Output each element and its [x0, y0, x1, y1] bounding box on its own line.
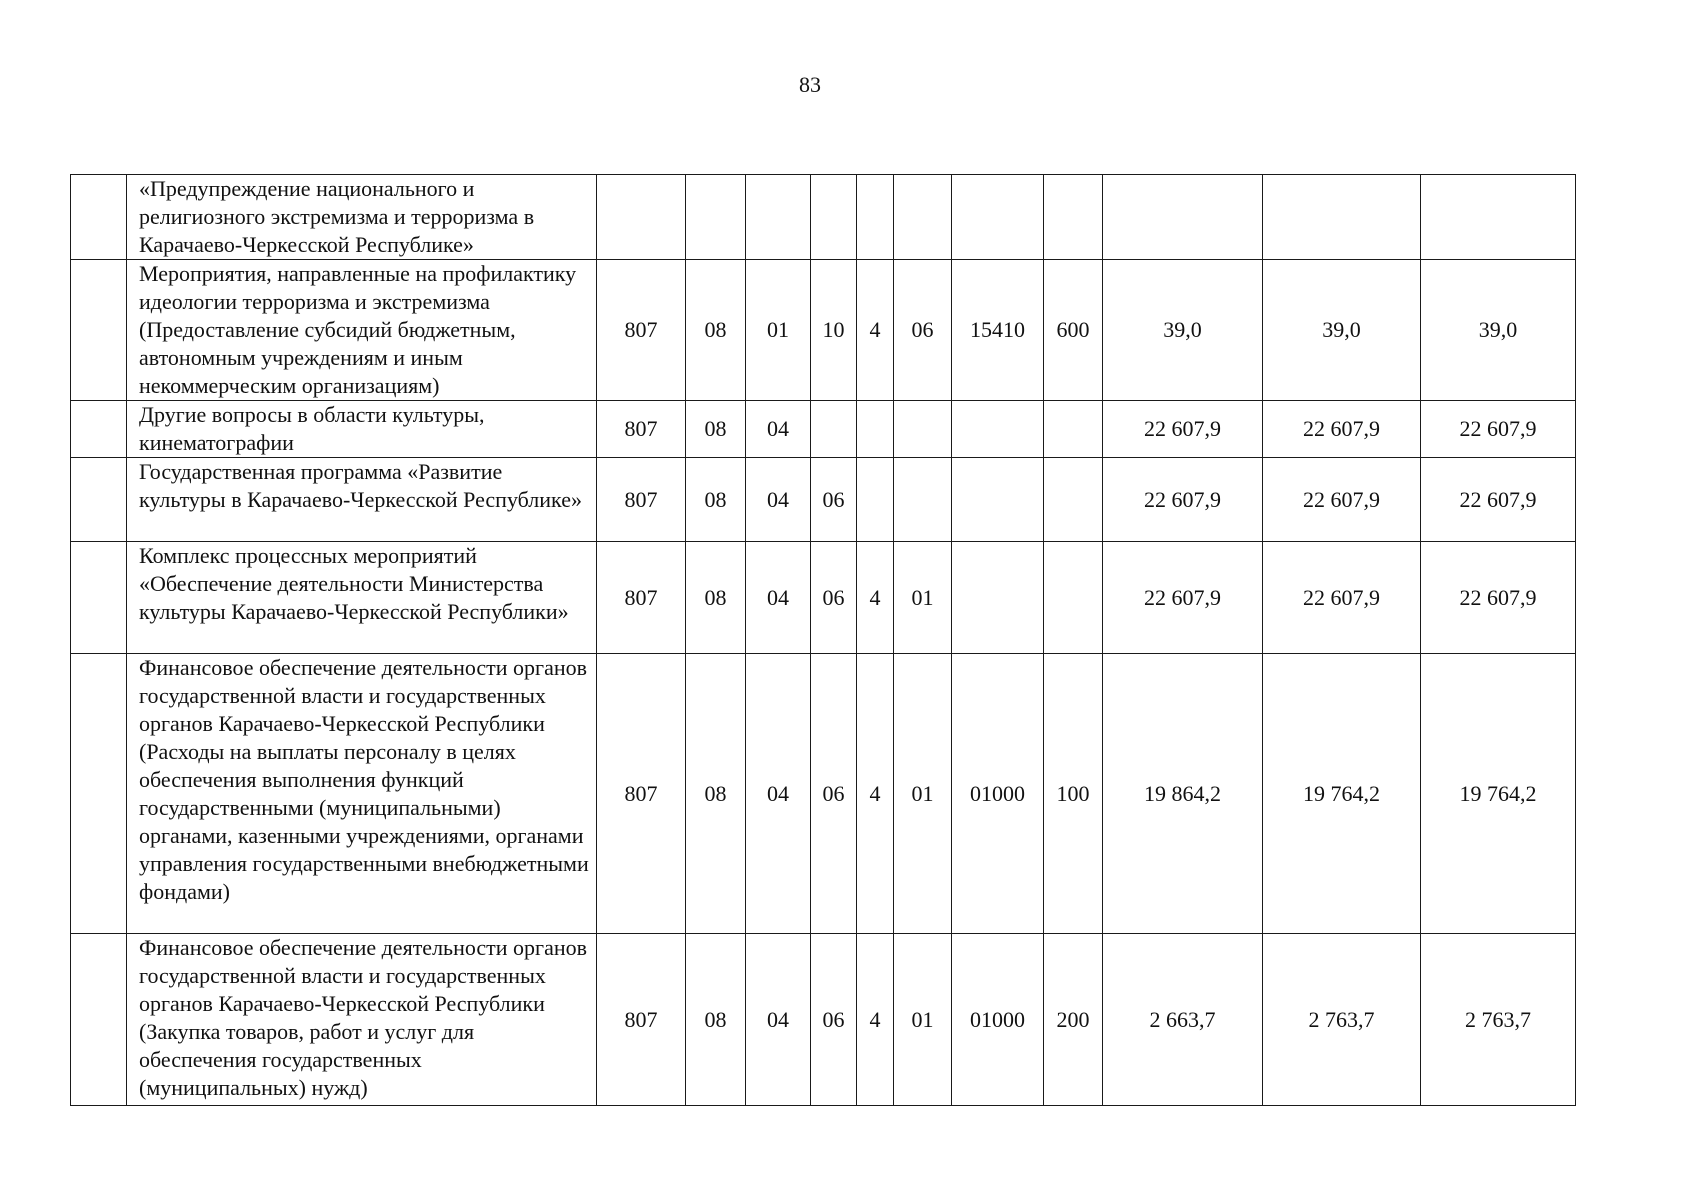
program-code-cell: 06 — [811, 542, 857, 654]
table-row — [71, 401, 1576, 458]
expense-type-code-cell — [1044, 542, 1103, 654]
section-code-cell: 08 — [686, 542, 746, 654]
table-row — [71, 175, 1576, 260]
row-name-cell: Государственная программа «Развитие культуры в Карачаево-Черкесской Республике» — [127, 458, 597, 542]
amount-year-3-cell — [1421, 175, 1576, 260]
type-code-cell: 4 — [857, 542, 894, 654]
subprogram-code-cell — [894, 175, 952, 260]
amount-year-2-cell: 2 763,7 — [1263, 934, 1421, 1106]
gl-code-cell: 807 — [597, 934, 686, 1106]
amount-year-3-cell: 22 607,9 — [1421, 401, 1576, 458]
section-code-cell: 08 — [686, 934, 746, 1106]
amount-year-3-cell: 19 764,2 — [1421, 654, 1576, 934]
type-code-cell: 4 — [857, 260, 894, 401]
subsection-code-cell: 04 — [746, 401, 811, 458]
row-name-cell: Комплекс процессных мероприятий «Обеспечение деятельности Министерства культуры Карачаево-Черкесской Республики» — [127, 542, 597, 654]
amount-year-1-cell: 22 607,9 — [1103, 458, 1263, 542]
gl-code-cell: 807 — [597, 458, 686, 542]
expense-type-code-cell — [1044, 175, 1103, 260]
section-code-cell — [686, 175, 746, 260]
amount-year-1-cell: 19 864,2 — [1103, 654, 1263, 934]
budget-table — [70, 174, 1576, 1106]
row-name-cell: «Предупреждение национального и религиозного экстремизма и терроризма в Карачаево-Черкесской Республике» — [127, 175, 597, 260]
expense-type-code-cell: 100 — [1044, 654, 1103, 934]
expense-type-code-cell — [1044, 401, 1103, 458]
amount-year-3-cell: 22 607,9 — [1421, 542, 1576, 654]
type-code-cell: 4 — [857, 934, 894, 1106]
table-row — [71, 260, 1576, 401]
subsection-code-cell — [746, 175, 811, 260]
row-number-cell — [71, 934, 127, 1106]
gl-code-cell: 807 — [597, 401, 686, 458]
expense-type-code-cell — [1044, 458, 1103, 542]
subprogram-code-cell — [894, 401, 952, 458]
amount-year-1-cell: 22 607,9 — [1103, 542, 1263, 654]
amount-year-2-cell — [1263, 175, 1421, 260]
subprogram-code-cell: 01 — [894, 542, 952, 654]
amount-year-1-cell — [1103, 175, 1263, 260]
amount-year-2-cell: 22 607,9 — [1263, 401, 1421, 458]
subsection-code-cell: 04 — [746, 458, 811, 542]
table-row — [71, 654, 1576, 934]
section-code-cell: 08 — [686, 401, 746, 458]
program-code-cell: 06 — [811, 654, 857, 934]
subprogram-code-cell: 01 — [894, 934, 952, 1106]
program-code-cell: 10 — [811, 260, 857, 401]
direction-code-cell — [952, 458, 1044, 542]
amount-year-3-cell: 22 607,9 — [1421, 458, 1576, 542]
type-code-cell — [857, 458, 894, 542]
subsection-code-cell: 04 — [746, 654, 811, 934]
row-number-cell — [71, 654, 127, 934]
page-number: 83 — [799, 72, 821, 97]
amount-year-2-cell: 22 607,9 — [1263, 542, 1421, 654]
section-code-cell: 08 — [686, 458, 746, 542]
program-code-cell — [811, 401, 857, 458]
gl-code-cell: 807 — [597, 654, 686, 934]
subprogram-code-cell — [894, 458, 952, 542]
direction-code-cell — [952, 175, 1044, 260]
row-name-cell: Другие вопросы в области культуры, кинематографии — [127, 401, 597, 458]
subsection-code-cell: 04 — [746, 934, 811, 1106]
amount-year-2-cell: 22 607,9 — [1263, 458, 1421, 542]
amount-year-3-cell: 2 763,7 — [1421, 934, 1576, 1106]
row-number-cell — [71, 542, 127, 654]
amount-year-2-cell: 19 764,2 — [1263, 654, 1421, 934]
row-name-cell: Финансовое обеспечение деятельности органов государственной власти и государственных органов Карачаево-Черкесской Республики (Закупка товаров, работ и услуг для обеспечения государственных (муниципальных) нужд) — [127, 934, 597, 1106]
amount-year-3-cell: 39,0 — [1421, 260, 1576, 401]
row-name-cell: Мероприятия, направленные на профилактику идеологии терроризма и экстремизма (Предоставление субсидий бюджетным, автономным учреждениям и иным некоммерческим организациям) — [127, 260, 597, 401]
gl-code-cell — [597, 175, 686, 260]
direction-code-cell — [952, 542, 1044, 654]
program-code-cell: 06 — [811, 934, 857, 1106]
type-code-cell — [857, 175, 894, 260]
expense-type-code-cell: 200 — [1044, 934, 1103, 1106]
subsection-code-cell: 01 — [746, 260, 811, 401]
table-row — [71, 934, 1576, 1106]
program-code-cell — [811, 175, 857, 260]
direction-code-cell: 15410 — [952, 260, 1044, 401]
table-row — [71, 458, 1576, 542]
table-row — [71, 542, 1576, 654]
type-code-cell — [857, 401, 894, 458]
amount-year-1-cell: 39,0 — [1103, 260, 1263, 401]
subprogram-code-cell: 06 — [894, 260, 952, 401]
gl-code-cell: 807 — [597, 542, 686, 654]
direction-code-cell — [952, 401, 1044, 458]
row-number-cell — [71, 458, 127, 542]
row-name-cell: Финансовое обеспечение деятельности органов государственной власти и государственных органов Карачаево-Черкесской Республики (Расходы на выплаты персоналу в целях обеспечения выполнения функций государственными (муниципальными) органами, казенными учреждениями, органами управления государственными внебюджетными фондами) — [127, 654, 597, 934]
subprogram-code-cell: 01 — [894, 654, 952, 934]
amount-year-1-cell: 2 663,7 — [1103, 934, 1263, 1106]
type-code-cell: 4 — [857, 654, 894, 934]
row-number-cell — [71, 175, 127, 260]
amount-year-1-cell: 22 607,9 — [1103, 401, 1263, 458]
gl-code-cell: 807 — [597, 260, 686, 401]
section-code-cell: 08 — [686, 654, 746, 934]
section-code-cell: 08 — [686, 260, 746, 401]
row-number-cell — [71, 260, 127, 401]
program-code-cell: 06 — [811, 458, 857, 542]
expense-type-code-cell: 600 — [1044, 260, 1103, 401]
direction-code-cell: 01000 — [952, 654, 1044, 934]
amount-year-2-cell: 39,0 — [1263, 260, 1421, 401]
direction-code-cell: 01000 — [952, 934, 1044, 1106]
subsection-code-cell: 04 — [746, 542, 811, 654]
row-number-cell — [71, 401, 127, 458]
